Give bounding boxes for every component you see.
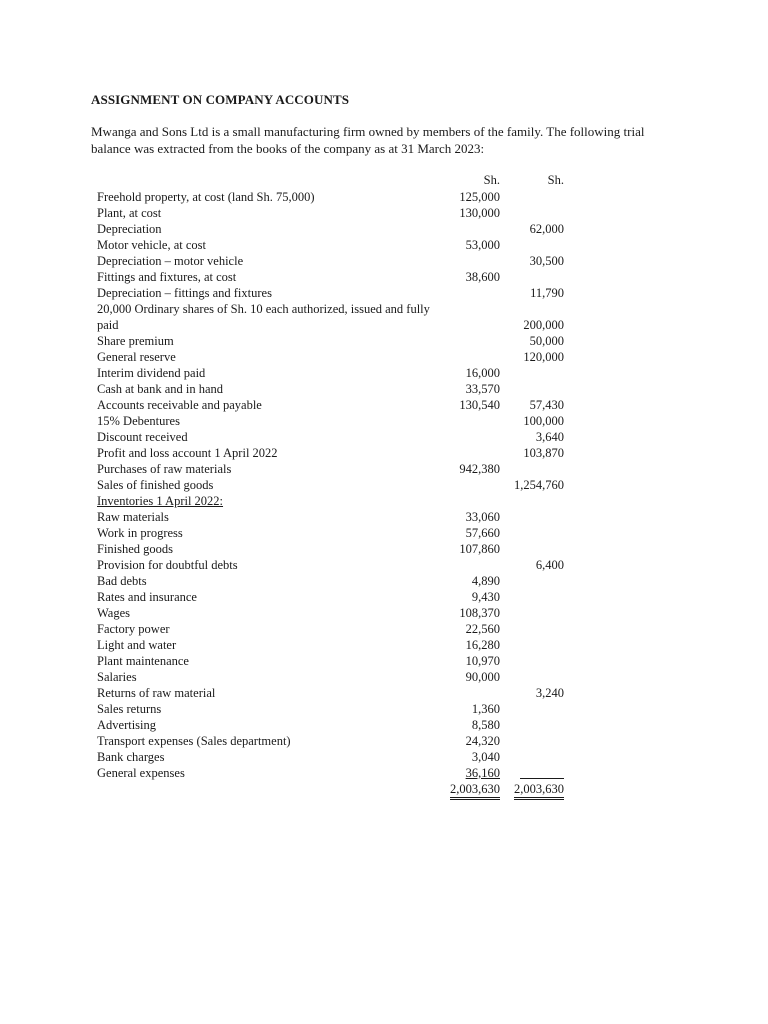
table-row xyxy=(97,221,577,237)
credit-total-rule xyxy=(520,778,564,779)
credit-amount: 11,790 xyxy=(530,286,564,300)
debit-amount: 125,000 xyxy=(459,190,500,204)
table-row xyxy=(97,301,577,333)
table-row xyxy=(97,413,577,429)
debit-amount: 1,360 xyxy=(471,702,500,716)
row-label: Salaries xyxy=(97,670,137,684)
row-label: Provision for doubtful debts xyxy=(97,558,238,572)
row-label: General expenses xyxy=(97,766,185,780)
row-label: Wages xyxy=(97,606,131,620)
row-label: Interim dividend paid xyxy=(97,366,206,380)
debit-amount: 53,000 xyxy=(465,238,500,252)
debit-amount: 57,660 xyxy=(465,526,500,540)
table-row xyxy=(97,749,577,765)
table-row xyxy=(97,237,577,253)
credit-amount: 30,500 xyxy=(529,254,564,268)
table-row xyxy=(97,589,577,605)
debit-amount: 33,060 xyxy=(465,510,500,524)
row-label: Transport expenses (Sales department) xyxy=(97,734,291,748)
credit-amount: 1,254,760 xyxy=(514,478,564,492)
row-label: Factory power xyxy=(97,622,170,636)
table-row xyxy=(97,573,577,589)
table-row xyxy=(97,653,577,669)
debit-amount: 16,280 xyxy=(465,638,500,652)
table-row xyxy=(97,621,577,637)
debit-amount: 130,540 xyxy=(459,398,500,412)
credit-amount: 3,240 xyxy=(535,686,564,700)
table-row xyxy=(97,381,577,397)
debit-amount: 10,970 xyxy=(465,654,500,668)
debit-amount: 3,040 xyxy=(471,750,500,764)
credit-column-header: Sh. xyxy=(547,173,564,187)
table-row xyxy=(97,333,577,349)
row-label: Motor vehicle, at cost xyxy=(97,238,206,252)
row-label: Light and water xyxy=(97,638,177,652)
credit-amount: 100,000 xyxy=(523,414,564,428)
debit-amount: 108,370 xyxy=(459,606,500,620)
table-row xyxy=(97,349,577,365)
debit-amount: 90,000 xyxy=(465,670,500,684)
table-row xyxy=(97,477,577,493)
credit-amount: 50,000 xyxy=(529,334,564,348)
table-row xyxy=(97,493,577,509)
debit-amount: 33,570 xyxy=(465,382,500,396)
row-label: 15% Debentures xyxy=(97,414,180,428)
debit-amount: 16,000 xyxy=(465,366,500,380)
row-label: Finished goods xyxy=(97,542,174,556)
row-label: Plant, at cost xyxy=(97,206,162,220)
debit-amount: 107,860 xyxy=(459,542,500,556)
table-row xyxy=(97,269,577,285)
debit-amount: 942,380 xyxy=(459,462,500,476)
table-row xyxy=(97,429,577,445)
table-row xyxy=(97,765,577,781)
intro-paragraph: Mwanga and Sons Ltd is a small manufacturing firm owned by members of the family. The following trial balance was extracted from the books of the company as at 31 March 2023: xyxy=(91,124,645,156)
row-label: Depreciation – fittings and fixtures xyxy=(97,286,272,300)
table-row xyxy=(97,685,577,701)
row-label: Share premium xyxy=(97,334,174,348)
debit-amount: 8,580 xyxy=(471,718,500,732)
table-row xyxy=(97,285,577,301)
row-label: Bank charges xyxy=(97,750,165,764)
table-row xyxy=(97,189,577,205)
credit-amount: 103,870 xyxy=(523,446,564,460)
table-row xyxy=(97,557,577,573)
table-row xyxy=(97,717,577,733)
row-label: Sales of finished goods xyxy=(97,478,214,492)
table-row xyxy=(97,605,577,621)
table-row xyxy=(97,253,577,269)
table-row xyxy=(97,525,577,541)
table-row xyxy=(97,205,577,221)
row-label: Rates and insurance xyxy=(97,590,197,604)
row-label: Fittings and fixtures, at cost xyxy=(97,270,237,284)
debit-amount: 9,430 xyxy=(471,590,500,604)
trial-balance-table xyxy=(97,189,577,781)
row-label: Raw materials xyxy=(97,510,169,524)
row-label: Profit and loss account 1 April 2022 xyxy=(97,446,278,460)
table-row xyxy=(97,445,577,461)
debit-amount: 24,320 xyxy=(465,734,500,748)
row-label: Inventories 1 April 2022: xyxy=(97,494,224,508)
row-label: Advertising xyxy=(97,718,157,732)
debit-amount: 130,000 xyxy=(459,206,500,220)
table-row xyxy=(97,509,577,525)
credit-amount: 6,400 xyxy=(535,558,564,572)
debit-amount: 38,600 xyxy=(465,270,500,284)
row-label: Discount received xyxy=(97,430,188,444)
row-label: Depreciation xyxy=(97,222,162,236)
row-label: Sales returns xyxy=(97,702,162,716)
table-row xyxy=(97,733,577,749)
table-row xyxy=(97,669,577,685)
credit-amount: 200,000 xyxy=(523,318,564,332)
table-row xyxy=(97,541,577,557)
row-label: Purchases of raw materials xyxy=(97,462,232,476)
table-row xyxy=(97,701,577,717)
row-label: Plant maintenance xyxy=(97,654,189,668)
debit-amount: 4,890 xyxy=(471,574,500,588)
credit-amount: 62,000 xyxy=(529,222,564,236)
credit-amount: 120,000 xyxy=(523,350,564,364)
row-label: Accounts receivable and payable xyxy=(97,398,262,412)
row-label: 20,000 Ordinary shares of Sh. 10 each authorized, issued and fully paid xyxy=(97,302,430,332)
row-label: General reserve xyxy=(97,350,176,364)
row-label: Depreciation – motor vehicle xyxy=(97,254,244,268)
debit-amount: 22,560 xyxy=(465,622,500,636)
row-label: Freehold property, at cost (land Sh. 75,000) xyxy=(97,190,315,204)
table-row xyxy=(97,461,577,477)
row-label: Bad debts xyxy=(97,574,147,588)
debit-column-header: Sh. xyxy=(483,173,500,187)
document-title: ASSIGNMENT ON COMPANY ACCOUNTS xyxy=(91,92,350,107)
debit-amount: 36,160 xyxy=(465,766,500,780)
table-row xyxy=(97,365,577,381)
row-label: Work in progress xyxy=(97,526,183,540)
table-row xyxy=(97,637,577,653)
table-row xyxy=(97,397,577,413)
credit-amount: 57,430 xyxy=(529,398,564,412)
credit-total: 2,003,630 xyxy=(504,781,564,800)
row-label: Cash at bank and in hand xyxy=(97,382,224,396)
debit-total: 2,003,630 xyxy=(440,781,500,800)
row-label: Returns of raw material xyxy=(97,686,216,700)
credit-amount: 3,640 xyxy=(535,430,564,444)
